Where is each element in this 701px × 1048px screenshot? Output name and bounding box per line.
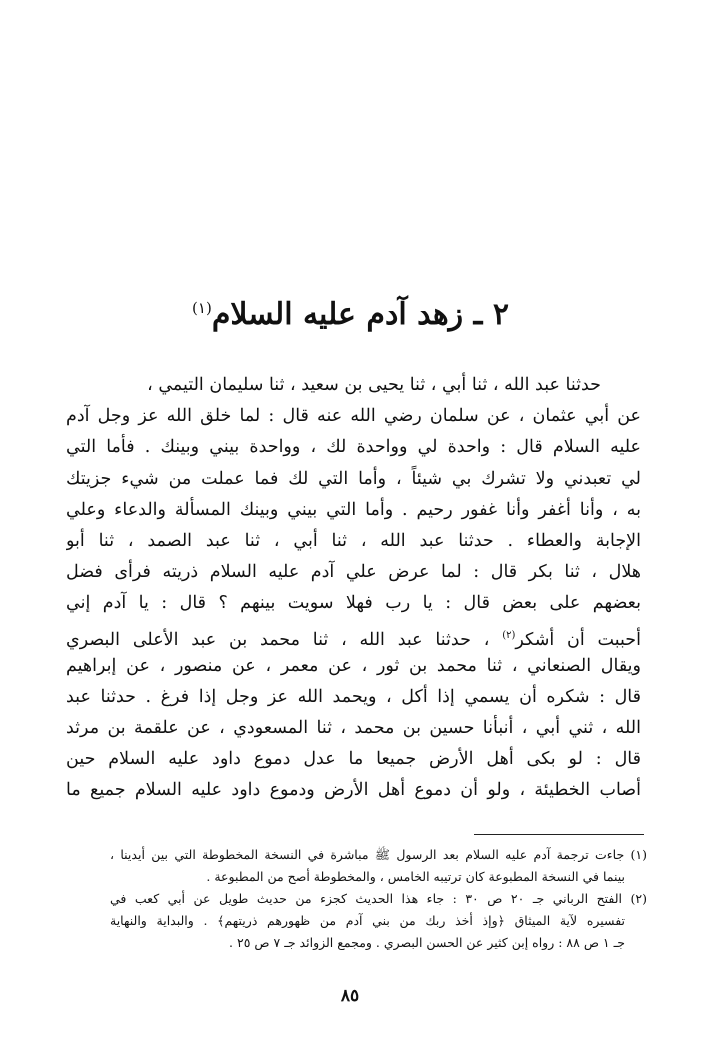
body-line: ويقال الصنعاني ، ثنا محمد بن ثور ، عن معمر ، عن منصور ، عن إبراهيم [66, 655, 641, 676]
body-line: لي تعبدني ولا تشرك بي شيئاً ، وأما التي لك فما عملت من شيء جزيتك [66, 468, 641, 489]
body-line: قال : شكره أن يسمي إذا أكل ، ويحمد الله عز وجل إذا فرغ . حدثنا عبد [66, 686, 641, 707]
body-line: هلال ، ثنا بكر قال : لما عرض علي آدم عليه السلام ذريته فرأى فضل [66, 562, 641, 583]
body-line: به ، وأنا أغفر وأنا غفور رحيم . وأما التي بيني وبينك المسألة والدعاء وعلي [66, 499, 641, 520]
body-line: عن أبي عثمان ، عن سلمان رضي الله عنه قال : لما خلق الله عز وجل آدم [66, 406, 641, 427]
chapter-title-text: ٢ ـ زهد آدم عليه السلام [211, 297, 509, 332]
body-line: بعضهم على بعض قال : يا رب فهلا سويت بينهم ؟ قال : يا آدم إني [66, 593, 641, 614]
body-line [66, 620, 641, 651]
footnote-ref-2: (٢) [502, 629, 516, 641]
body-line-end: ، حدثنا عبد الله ، ثنا محمد بن عبد الأعلى البصري [66, 629, 503, 650]
footnote-divider [474, 834, 644, 835]
footnote-2-line: تفسيره لآية الميثاق ﴿وإذ أخذ ربك من بني آدم من ظهورهم ذريتهم﴾ . والبداية والنهاية [110, 913, 625, 928]
body-line: قال : لو بكى أهل الأرض جميعا ما عدل دموع داود عليه السلام حين [66, 749, 641, 770]
chapter-title [60, 286, 641, 337]
body-line: عليه السلام قال : واحدة لي وواحدة لك ، وواحدة بيني وبينك . فأما التي [66, 437, 641, 458]
footnote-ref-1: (١) [192, 299, 212, 317]
body-text [66, 370, 641, 807]
body-line-start: أحببت أن أشكر [515, 629, 641, 650]
body-line: الإجابة والعطاء . حدثنا عبد الله ، ثنا أبي ، ثنا عبد الصمد ، ثنا أبو [66, 530, 641, 551]
footnote-1-line: بينما في النسخة المطبوعة كان ترتيبه الخامس ، والمخطوطة أصح من المطبوعة . [206, 869, 625, 884]
body-line: الله ، ثني أبي ، أنبأنا حسين بن محمد ، ثنا المسعودي ، عن علقمة بن مرثد [66, 718, 641, 739]
body-line: أصاب الخطيئة ، ولو أن دموع أهل الأرض ودموع داود عليه السلام جميع ما [66, 780, 641, 801]
page-number: ٨٥ [340, 986, 360, 1006]
footnote-2-line: جـ ١ ص ٨٨ : رواه إبن كثير عن الحسن البصري . ومجمع الزوائد جـ ٧ ص ٢٥ . [229, 935, 625, 950]
footnote-2-line: (٢) الفتح الرباني جـ ٢٠ ص ٣٠ : جاء هذا الحديث كجزء من حديث طويل عن أبي كعب في [110, 891, 647, 906]
footnote-1-line: (١) جاءت ترجمة آدم عليه السلام بعد الرسول ﷺ مباشرة في النسخة المخطوطة التي بين أيدينا ، [110, 847, 647, 862]
footnotes [110, 844, 647, 954]
body-line: حدثنا عبد الله ، ثنا أبي ، ثنا يحيى بن سعيد ، ثنا سليمان التيمي ، [147, 375, 601, 395]
